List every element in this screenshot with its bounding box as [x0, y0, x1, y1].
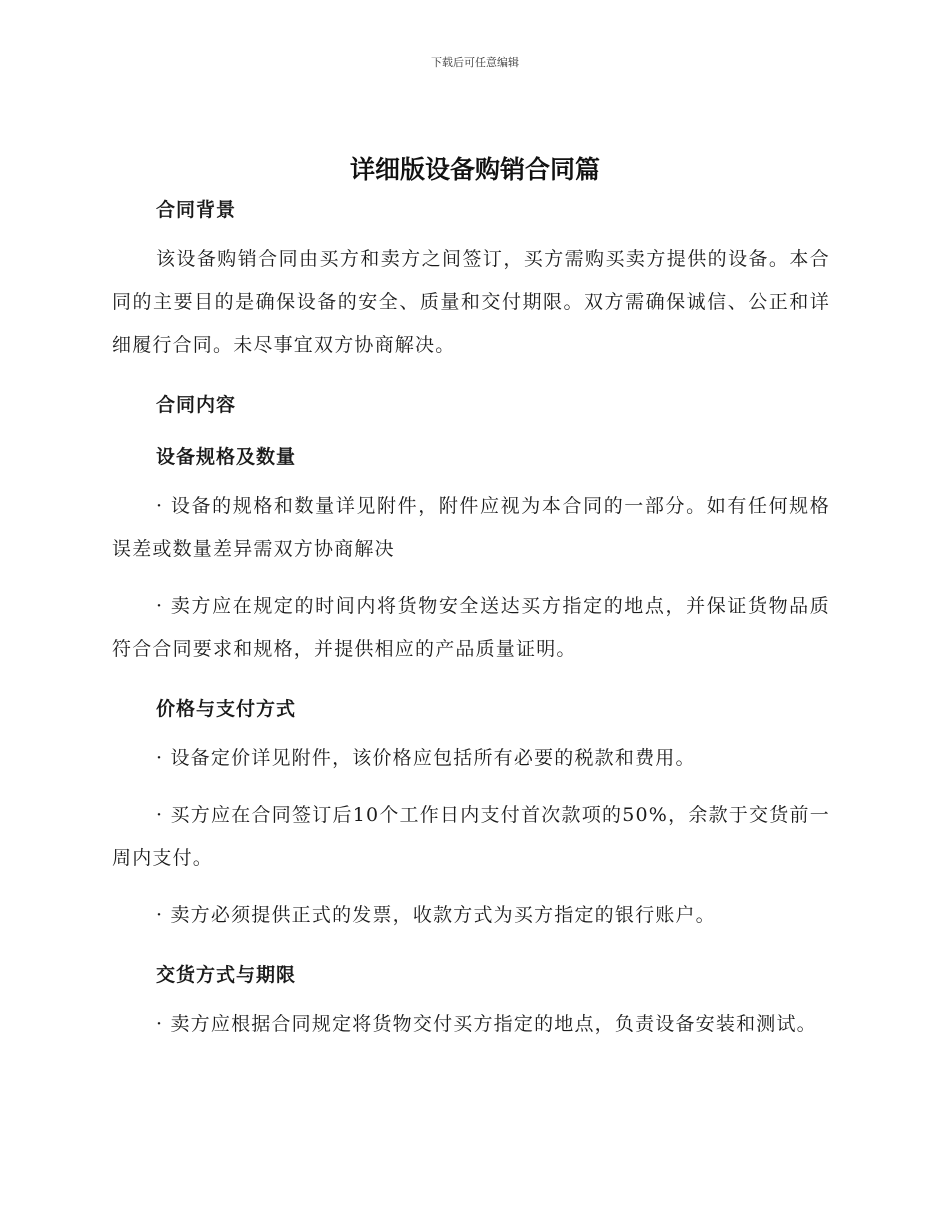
paragraph-contract-background: 该设备购销合同由买方和卖方之间签订，买方需购买卖方提供的设备。本合同的主要目的是确保设备的安全、质量和交付期限。双方需确保诚信、公正和详细履行合同。未尽事宜双方协商解决。 [112, 248, 830, 356]
document-body [112, 196, 830, 1046]
paragraph-spec-item-1: · 设备的规格和数量详见附件，附件应视为本合同的一部分。如有任何规格误差或数量差异需双方协商解决 [112, 495, 830, 560]
paragraph-price-item-1: · 设备定价详见附件，该价格应包括所有必要的税款和费用。 [156, 747, 696, 769]
heading-equipment-spec: 设备规格及数量 [156, 446, 297, 468]
paragraph-delivery-item-1: · 卖方应根据合同规定将货物交付买方指定的地点，负责设备安装和测试。 [156, 1013, 817, 1035]
heading-contract-background: 合同背景 [156, 199, 237, 221]
paragraph-price-item-2: · 买方应在合同签订后10个工作日内支付首次款项的50%，余款于交货前一周内支付。 [112, 804, 830, 869]
document-title: 详细版设备购销合同篇 [349, 155, 600, 184]
heading-delivery: 交货方式与期限 [156, 964, 297, 986]
heading-price-payment: 价格与支付方式 [156, 698, 297, 720]
paragraph-price-item-3: · 卖方必须提供正式的发票，收款方式为买方指定的银行账户。 [156, 904, 716, 926]
heading-contract-content: 合同内容 [156, 394, 237, 416]
paragraph-spec-item-2: · 卖方应在规定的时间内将货物安全送达买方指定的地点，并保证货物品质符合合同要求和规格，并提供相应的产品质量证明。 [112, 595, 830, 660]
page-header-note: 下载后可任意编辑 [431, 56, 519, 69]
